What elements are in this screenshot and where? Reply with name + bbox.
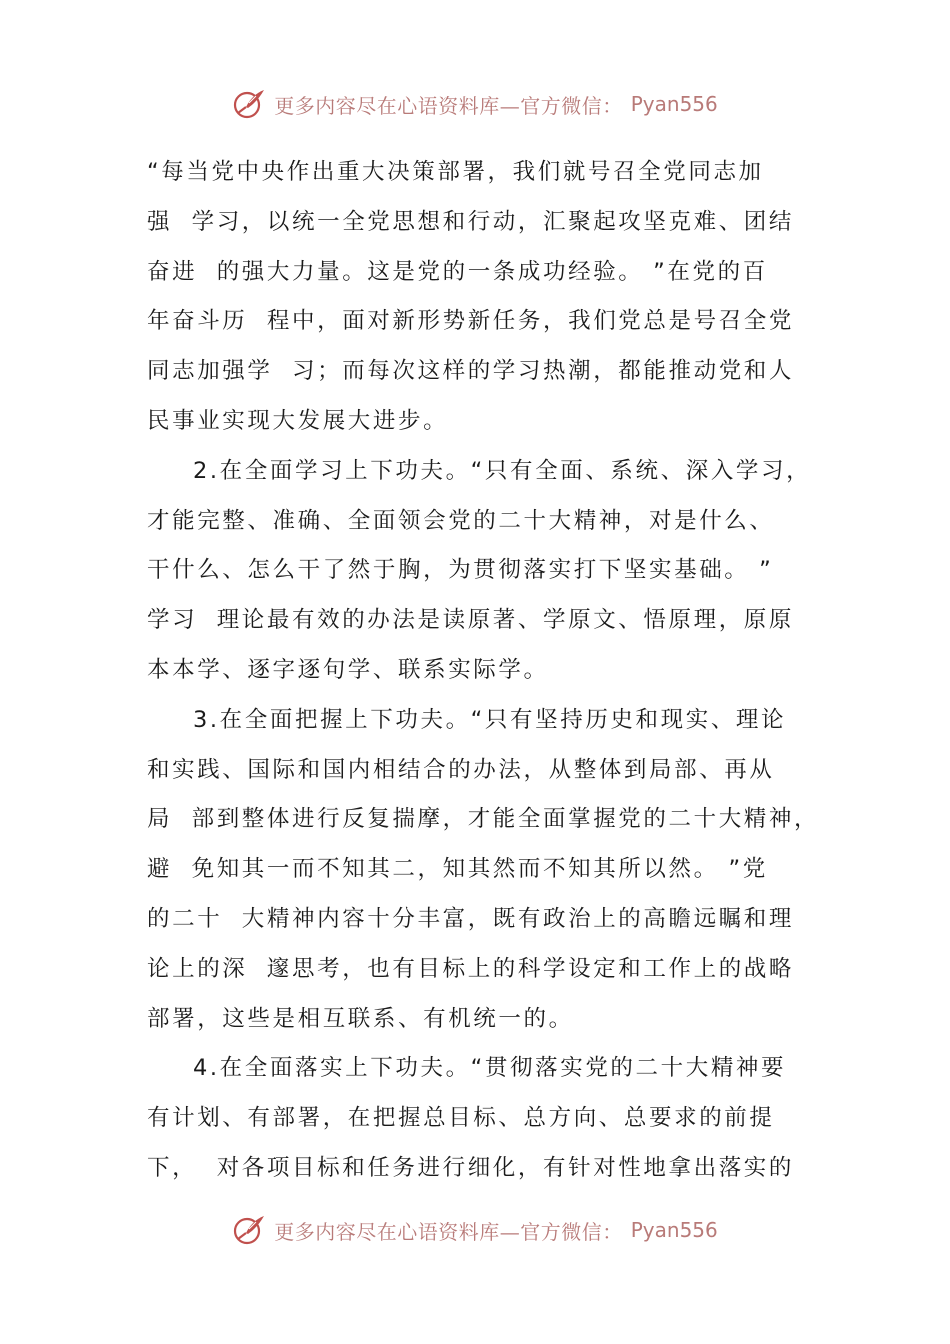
watermark-text: 更多内容尽在心语资料库—官方微信： <box>274 93 623 118</box>
text-line: 本本学、逐字逐句学、联系实际学。 <box>147 656 549 683</box>
text-line: 和实践、国际和国内相结合的办法，从整体到局部、再从 <box>147 756 775 783</box>
text-line: 强 学习，以统一全党思想和行动，汇聚起攻坚克难、团结 <box>147 208 795 235</box>
text-line: 同志加强学 习；而每次这样的学习热潮，都能推动党和人 <box>147 358 795 385</box>
header-watermark <box>0 84 950 124</box>
paragraph-heading-line: 2.在全面学习上下功夫。“只有全面、系统、深入学习， <box>193 457 812 484</box>
text-line: 年奋斗历 程中，面对新形势新任务，我们党总是号召全党 <box>147 308 795 335</box>
footer-watermark <box>0 1210 950 1250</box>
watermark-wechat-id: Pyan556 <box>630 1218 718 1242</box>
text-line: 才能完整、准确、全面领会党的二十大精神，对是什么、 <box>147 507 775 534</box>
text-line: 有计划、有部署，在把握总目标、总方向、总要求的前提 <box>147 1105 775 1132</box>
text-line: 论上的深 邃思考，也有目标上的科学设定和工作上的战略 <box>147 955 795 982</box>
text-line: 下， 对各项目标和任务进行细化，有针对性地拿出落实的 <box>147 1154 795 1181</box>
text-line: 学习 理论最有效的办法是读原著、学原文、悟原理，原原 <box>147 607 795 634</box>
watermark-wechat-id: Pyan556 <box>630 92 718 116</box>
text-line: 部署，这些是相互联系、有机统一的。 <box>147 1005 574 1032</box>
paragraph-heading-line: 3.在全面把握上下功夫。“只有坚持历史和现实、理论 <box>193 706 787 733</box>
text-line: 局 部到整体进行反复揣摩，才能全面掌握党的二十大精神， <box>147 806 820 833</box>
text-line: 干什么、怎么干了然于胸，为贯彻落实打下坚实基础。 ” <box>147 557 774 584</box>
text-line: 民事业实现大发展大进步。 <box>147 407 449 434</box>
document-body <box>147 148 820 1194</box>
text-line: 的二十 大精神内容十分丰富，既有政治上的高瞻远瞩和理 <box>147 905 795 932</box>
text-line: “每当党中央作出重大决策部署，我们就号召全党同志加 <box>147 159 764 185</box>
text-line: 避 免知其一而不知其二，知其然而不知其所以然。 ”党 <box>147 856 768 883</box>
quill-logo-icon <box>232 87 266 121</box>
watermark-text: 更多内容尽在心语资料库—官方微信： <box>274 1219 623 1244</box>
quill-logo-icon <box>232 1213 266 1247</box>
text-line: 奋进 的强大力量。这是党的一条成功经验。 ”在党的百 <box>147 258 768 285</box>
paragraph-heading-line: 4.在全面落实上下功夫。“贯彻落实党的二十大精神要 <box>193 1055 787 1082</box>
